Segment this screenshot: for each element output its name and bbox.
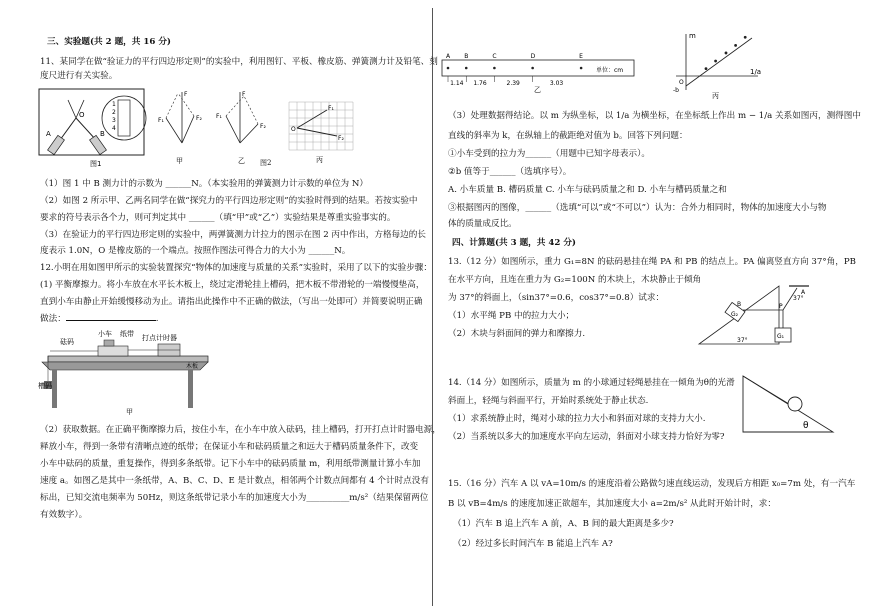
graph-origin: O	[679, 79, 684, 86]
fig2-caption: 图2	[260, 159, 272, 167]
bing-caption: 丙	[316, 156, 323, 164]
scale-tick-2: 2	[112, 109, 116, 116]
q13-g1: G₁	[777, 333, 785, 340]
label-tape: 纸带	[120, 330, 134, 338]
q12-3-line4: ②b 值等于______（选填序号）。	[448, 167, 572, 177]
graph-ylabel: m	[689, 32, 696, 40]
q15-line4: （2）经过多长时间汽车 B 能追上汽车 A?	[453, 539, 613, 549]
figure-q13	[697, 282, 857, 352]
q15-line3: （1）汽车 B 追上汽车 A 前，A、B 间的最大距离是多少?	[453, 519, 674, 529]
q12-3-line7: 体的质量成反比。	[448, 219, 517, 229]
tape-unit: 单位：cm	[596, 67, 624, 74]
label-weight: 砝码	[60, 338, 74, 346]
apparatus-caption: 甲	[126, 408, 133, 416]
q14-theta: θ	[803, 421, 809, 431]
q12-sub2c: 小车中砝码的质量，重复操作，得到多条纸带。记下小车中的砝码质量 m，利用纸带测量计算小车加	[40, 459, 421, 469]
tape-label-d: D	[530, 53, 536, 60]
label-board: 木板	[186, 363, 199, 370]
q13-b: B	[737, 301, 742, 308]
jia-caption: 甲	[176, 157, 183, 165]
q12-sub2f: 有效数字）。	[40, 510, 88, 520]
tape-label-e: E	[579, 53, 583, 60]
q11-sub3b: 度表示 1.0N，O 是橡皮筋的一个端点。按照作图法可得合力的大小为 ______N。	[40, 246, 351, 256]
tape-distance-2: 1.76	[473, 80, 487, 87]
q12-sub2e: 标出，已知交流电频率为 50Hz，则这条纸带记录小车的加速度大小为__________m/s²（结果保留两位	[40, 493, 429, 503]
label-cart: 小车	[98, 330, 112, 338]
tape-distance-4: 3.03	[549, 80, 564, 87]
q11-line1: 11、某同学在做“验证力的平行四边形定则”的实验中，利用图钉、平板、橡皮筋、弹簧测力计及铅笔、刻	[40, 57, 438, 67]
jia-label-f: F	[184, 91, 188, 98]
q12-line4: 做法： .	[40, 314, 159, 324]
q11-sub1: （1）图 1 中 B 测力计的示数为 ______N。（本实验用的弹簧测力计示数的单位为 N）	[40, 179, 368, 189]
tape-label-a: A	[446, 53, 451, 60]
fig1-label-b: B	[100, 130, 105, 138]
q14-line2: 斜面上，轻绳与斜面平行，开始时系统处于静止状态.	[448, 396, 649, 406]
scale-tick-4: 4	[112, 125, 116, 132]
q14-line3: （1）求系统静止时，绳对小球的拉力大小和斜面对球的支持力大小.	[448, 414, 706, 424]
q12-3-line1: （3）处理数据得结论。以 m 为纵坐标，以 1/a 为横坐标，在坐标纸上作出 m − 1/a 关系如图丙，测得图中	[448, 111, 861, 121]
q13-a: A	[801, 289, 806, 296]
q12-sub2d: 速度 a。如图乙是其中一条纸带，A、B、C、D、E 是计数点，相邻两个计数点间都有 4 个计时点没有	[40, 476, 429, 486]
q13-angle1: 37°	[793, 295, 804, 302]
scale-tick-3: 3	[112, 117, 116, 124]
q12-sub2a: （2）获取数据。在正确平衡摩擦力后，按住小车，在小车中放入砝码，挂上槽码，打开打点计时器电源，	[40, 425, 441, 435]
q12-line1: 12.小明在用如图甲所示的实验装置探究“物体的加速度与质量的关系”实验时，采用了以下的实验步骤：	[40, 263, 432, 273]
graph-xlabel: 1/a	[750, 68, 762, 76]
tape-point-e	[580, 67, 583, 70]
jia-label-f2: F₂	[196, 115, 202, 122]
section-3-title: 三、实验题(共 2 题，共 16 分)	[47, 37, 171, 47]
label-hook: 槽码	[38, 382, 52, 390]
q11-line2: 度尺进行有关实验。	[40, 71, 118, 81]
right-column	[435, 0, 870, 615]
scale-tick-1: 1	[112, 101, 116, 108]
bing-label-f2: F₂	[338, 135, 344, 142]
q13-line1: 13.（12 分）如图所示，重力 G₁=8N 的砝码悬挂在绳 PA 和 PB 的结点上。PA 偏离竖直方向 37°角，PB	[448, 257, 856, 267]
q12-line3: 直到小车由静止开始缓慢移动为止。请指出此操作中不正确的做法，（写出一处即可）并简要说明正确	[40, 297, 423, 307]
q11-sub2b: 要求的符号表示各个力，则可判定其中 ______（填“甲”或“乙”）实验结果是尊重实验事实的。	[40, 213, 396, 223]
bing-label-o: O	[291, 126, 296, 133]
tape-distance-3: 2.39	[506, 80, 520, 87]
q12-sub2b: 释放小车，得到一条带有清晰点迹的纸带；在保证小车和砝码质量之和远大于槽码质量条件下，改变	[40, 442, 419, 452]
yi-label-f: F	[242, 91, 246, 98]
q12-3-line6: ③根据图丙的图像，______（选填“可以”或“不可以”）认为：合外力相同时，物体的加速度大小与物	[448, 203, 827, 213]
graph-point-1	[705, 67, 708, 70]
q15-line2: B 以 vB=4m/s 的速度加速正欲超车，其加速度大小 a=2m/s² 从此时开始计时，求：	[448, 499, 776, 509]
q12-3-line5: A. 小车质量 B. 槽码质量 C. 小车与砝码质量之和 D. 小车与槽码质量之和	[448, 185, 727, 195]
q12-line2: (1) 平衡摩擦力。将小车放在水平长木板上，绕过定滑轮挂上槽码，把木板不带滑轮的一端慢慢垫高，	[40, 280, 425, 290]
fig1-label-o: O	[79, 111, 85, 119]
tape-distance-1: 1.14	[450, 80, 464, 87]
yi-caption: 乙	[238, 157, 245, 165]
q11-sub3a: （3）在验证力的平行四边形定则的实验中，两弹簧测力计拉力的图示在图 2 丙中作出，方格每边的长	[40, 230, 426, 240]
graph-caption: 丙	[712, 92, 719, 100]
graph-point-2	[714, 60, 717, 63]
tape-label-c: C	[492, 53, 497, 60]
q13-line3: 为 37°的斜面上，（sin37°=0.6，cos37°=0.8）试求：	[448, 293, 665, 303]
q13-line4: （1）水平绳 PB 中的拉力大小；	[448, 311, 575, 321]
q13-line2: 在水平方向，且连在重力为 G₂=100N 的木块上，木块静止于倾角	[448, 275, 702, 285]
fig1-caption: 图1	[90, 160, 102, 168]
tape-point-c	[493, 67, 496, 70]
tape-point-d	[531, 67, 534, 70]
graph-point-3	[725, 52, 728, 55]
figure-bing-graph	[672, 30, 762, 100]
yi-label-f1: F₁	[216, 113, 222, 120]
graph-point-5	[744, 36, 747, 39]
q12-3-line2: 直线的斜率为 k，在纵轴上的截距绝对值为 b。回答下列问题：	[448, 131, 688, 141]
q14-line1: 14.（14 分）如图所示，质量为 m 的小球通过轻绳悬挂在一倾角为θ的光滑	[448, 378, 735, 388]
yi-label-f2: F₂	[260, 123, 266, 130]
q13-p: P	[779, 303, 783, 310]
label-timer: 打点计时器	[142, 334, 177, 342]
q14-line4: （2）当系统以多大的加速度水平向左运动，斜面对小球支持力恰好为零?	[448, 432, 725, 442]
bing-label-f1: F₁	[328, 105, 334, 112]
tape-caption: 乙	[534, 86, 541, 94]
q13-angle2: 37°	[737, 337, 748, 344]
jia-label-f1: F₁	[158, 117, 164, 124]
graph-intercept: -b	[673, 87, 679, 94]
q13-g2: G₂	[731, 311, 739, 318]
tape-point-a	[447, 67, 450, 70]
figure-yi-tape	[442, 50, 642, 96]
tape-label-b: B	[464, 53, 469, 60]
figure-jia-apparatus	[38, 326, 218, 416]
figure-2-yi	[208, 88, 274, 166]
figure-2-jia	[150, 88, 212, 166]
q12-3-line3: ①小车受到的拉力为______（用题中已知字母表示）。	[448, 149, 650, 159]
section-4-title: 四、计算题(共 3 题，共 42 分)	[452, 238, 576, 248]
fig1-label-a: A	[46, 130, 51, 138]
graph-point-4	[734, 44, 737, 47]
figure-1-spring-scales	[38, 88, 150, 170]
figure-q14	[741, 374, 841, 436]
q13-line5: （2）木块与斜面间的弹力和摩擦力.	[448, 329, 586, 339]
tape-point-b	[465, 67, 468, 70]
q15-line1: 15.（16 分）汽车 A 以 vA=10m/s 的速度沿着公路做匀速直线运动，发现后方相距 x₀=7m 处，有一汽车	[448, 479, 856, 489]
figure-2-bing-grid	[283, 100, 363, 164]
column-divider	[432, 8, 433, 606]
q11-sub2a: （2）如图 2 所示甲、乙两名同学在做“探究力的平行四边形定则”的实验时得到的结果。若按实验中	[40, 196, 418, 206]
